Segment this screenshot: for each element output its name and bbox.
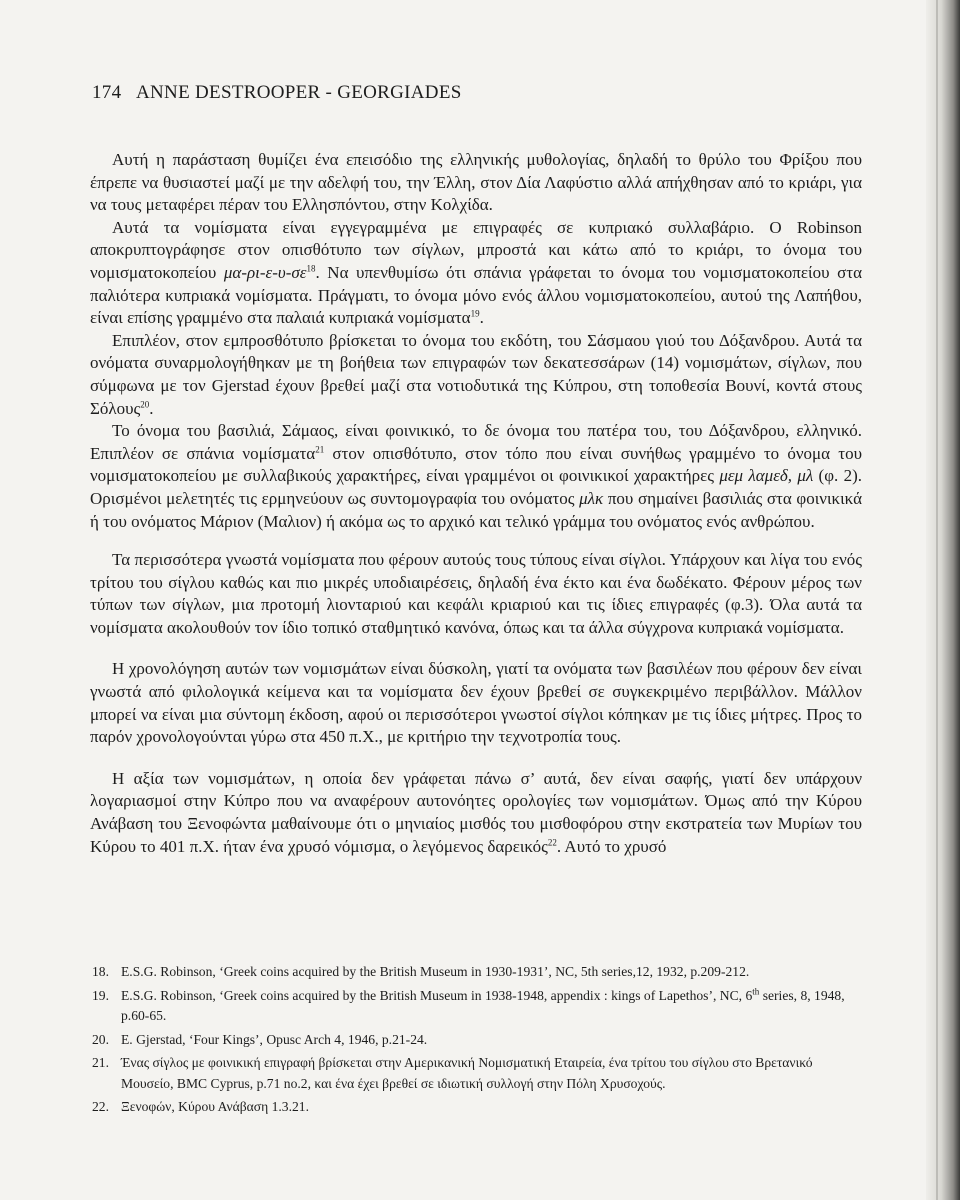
footnote-ref: 20	[140, 398, 150, 409]
paragraph	[90, 549, 862, 639]
footnote-number: 19.	[92, 987, 109, 1003]
footnote-text	[121, 1097, 864, 1118]
footnotes	[92, 962, 864, 1121]
footnote	[92, 1030, 864, 1051]
text-run: Τα περισσότερα γνωστά νομίσματα που φέρουν αυτούς τους τύπους είναι σίγλοι. Υπάρχουν και λίγα του ενός τρίτου του σίγλου καθώς και πιο μικρές υποδιαιρέσεις, δηλαδή ένα έκτο και ένα δωδέκατο. Φέρουν μέρος των τύπων των σίγλων, μια προτομή λιονταριού και κεφάλι κριαριού και τις ίδιες επιγραφές (φ.3). Όλα αυτά τα νομίσματα ακολουθούν τον ίδιο τοπικό σταθμητικό κανόνα, όπως και τα άλλα σύγχρονα κυπριακά νομίσματα.	[90, 550, 862, 637]
text-run: .	[479, 308, 484, 328]
footnote-number: 18.	[92, 964, 109, 979]
paragraph	[90, 420, 862, 533]
text-run: Αυτή η παράσταση θυμίζει ένα επεισόδιο της ελληνικής μυθολογίας, δηλαδή το θρύλο του Φρίξου που έπρεπε να θυσιαστεί μαζί με την αδελφή του, την Έλλη, στον Δία Λαφύστιο αλλά απήχθησαν από το κριάρι, για να τους μεταφέρει πέραν του Ελλησπόντου, στην Κολχίδα.	[90, 150, 862, 215]
text-run: που σημαίνει βασιλιάς στα φοινικικά ή του ονόματος Μάριον (Μαλιον) ή ακόμα ως το αρχικό και τελικό γράμμα του ονόματος ενός ανθρώπου.	[90, 488, 862, 531]
text-run: . Αυτό το χρυσό	[556, 836, 667, 856]
footnote-ref: 19	[470, 308, 480, 319]
footnote-number: 21.	[92, 1055, 109, 1070]
page-number: 174	[92, 82, 122, 103]
body-text	[90, 149, 862, 858]
footnote-text	[121, 1053, 864, 1094]
text-run: series, 8, 1948, p.60-65.	[121, 987, 845, 1023]
text-run: Ξενοφών, Κύρου Ανάβαση 1.3.21.	[121, 1099, 309, 1114]
italic-text: μα-ρι-ε-υ-σε	[223, 262, 307, 282]
footnote	[92, 1097, 864, 1118]
paragraph	[90, 149, 862, 217]
text-run: (φ. 2). Ορισμένοι μελετητές τις ερμηνεύουν ως συντομογραφία του ονόματος	[90, 466, 862, 508]
text-run: Το όνομα του βασιλιά, Σάμαος, είναι φοινικικό, το δε όνομα του πατέρα του, του Δόξανδρου, ελληνικό. Επιπλέον σε σπάνια νομίσματα	[90, 421, 862, 463]
text-run: Αυτά τα νομίσματα είναι εγγεγραμμένα με επιγραφές σε κυπριακό συλλαβάριο. Ο Robinson αποκρυπτογράφησε στον οπισθότυπο των σίγλων, μπροστά και κάτω από το κριάρι, το όνομα του νομισματοκοπείου	[90, 217, 862, 282]
footnote-text	[121, 1030, 864, 1051]
text-run: . Να υπενθυμίσω ότι σπάνια γράφεται το όνομα του νομισματοκοπείου στα παλιότερα κυπριακά νομίσματα. Πράγματι, το όνομα μόνο ενός άλλου νομισματοκοπείου, αυτού της Λαπήθου, είναι επίσης γραμμένο στα παλαιά κυπριακά νομίσματα	[90, 262, 863, 328]
footnote-ref: 22	[547, 836, 557, 847]
paragraph	[90, 658, 862, 748]
paragraph	[90, 217, 862, 330]
italic-text: μλκ	[579, 488, 604, 508]
text-run: E.S.G. Robinson, ‘Greek coins acquired by the British Museum in 1930-1931’, NC, 5th series,12, 1932, p.209-212.	[121, 964, 750, 979]
running-head: ANNE DESTROOPER - GEORGIADES	[136, 82, 462, 103]
footnote-text	[121, 962, 864, 983]
text-run: Ένας σίγλος με φοινικική επιγραφή βρίσκεται στην Αμερικανική Νομισματική Εταιρεία, ένα τρίτου του σίγλου στο Βρετανικό Μουσείο, BMC Cyprus, p.71 no.2, και ένα έχει βρεθεί σε ιδιωτική συλλογή στην Πόλη Χρυσοχούς.	[121, 1055, 813, 1091]
page-edge-line	[936, 0, 938, 1200]
italic-text: μεμ λαμεδ, μλ	[719, 466, 814, 486]
footnote-text	[121, 986, 864, 1027]
text-run: E.S.G. Robinson, ‘Greek coins acquired by the British Museum in 1938-1948, appendix : kings of Lapethos’, NC, 6	[121, 987, 753, 1003]
page-edge-shadow	[926, 0, 960, 1200]
paragraph	[90, 330, 862, 420]
paragraph	[90, 768, 862, 858]
text-run: Η χρονολόγηση αυτών των νομισμάτων είναι δύσκολη, γιατί τα ονόματα των βασιλέων που φέρουν δεν είναι γνωστά από φιλολογικά κείμενα και τα νομίσματα δεν έχουν βρεθεί σε συγκεκριμένο περιβάλλον. Μάλλον μπορεί να είναι μια σύντομη έκδοση, αφού οι περισσότεροι γνωστοί σίγλοι κόπηκαν με τις ίδιες μήτρες. Προς το παρόν χρονολογούνται γύρω στα 450 π.Χ., με κριτήριο την τεχνοτροπία τους.	[90, 659, 862, 747]
footnote	[92, 1053, 864, 1094]
footnote-ref: 18	[306, 263, 316, 274]
footnote-ref: th	[752, 985, 760, 996]
text-run: Επιπλέον, στον εμπροσθότυπο βρίσκεται το όνομα του εκδότη, του Σάσμαου γιού του Δόξανδρου. Αυτά τα ονόματα συναρμολογήθηκαν με τη βοήθεια των επιγραφών των δεκατεσσάρων (14) νομισμάτων, σίγλων, που σύμφωνα με τον Gjerstad έχουν βρεθεί μαζί στα νοτιοδυτικά της Κύπρου, στη τοποθεσία Βουνί, κοντά στους Σόλους	[90, 330, 862, 418]
text-run: E. Gjerstad, ‘Four Kings’, Opusc Arch 4, 1946, p.21-24.	[121, 1031, 428, 1047]
text-run: .	[149, 398, 154, 418]
text-run: στον οπισθότυπο, στον τόπο που είναι συνήθως γραμμένο το όνομα του νομισματοκοπείου με συλλαβικούς χαρακτήρες, είναι γραμμένοι οι φοινικικοί χαρακτήρες	[90, 443, 862, 486]
footnote	[92, 986, 864, 1027]
footnote-ref: 21	[315, 444, 325, 455]
footnote-number: 22.	[92, 1099, 109, 1114]
text-run: Η αξία των νομισμάτων, η οποία δεν γράφεται πάνω σ’ αυτά, δεν είναι σαφής, γιατί δεν υπάρχουν λογαριασμοί στην Κύπρο που να αναφέρουν αυτονόητες ορολογίες των νομισμάτων. Όμως από την Κύρου Ανάβαση του Ξενοφώντα μαθαίνουμε ότι ο μηνιαίος μισθός του μισθοφόρου στην εκστρατεία των Μυρίων του Κύρου το 401 π.Χ. ήταν ένα χρυσό νόμισμα, ο λεγόμενος δαρεικός	[90, 768, 862, 856]
footnote	[92, 962, 864, 983]
footnote-number: 20.	[92, 1031, 109, 1047]
